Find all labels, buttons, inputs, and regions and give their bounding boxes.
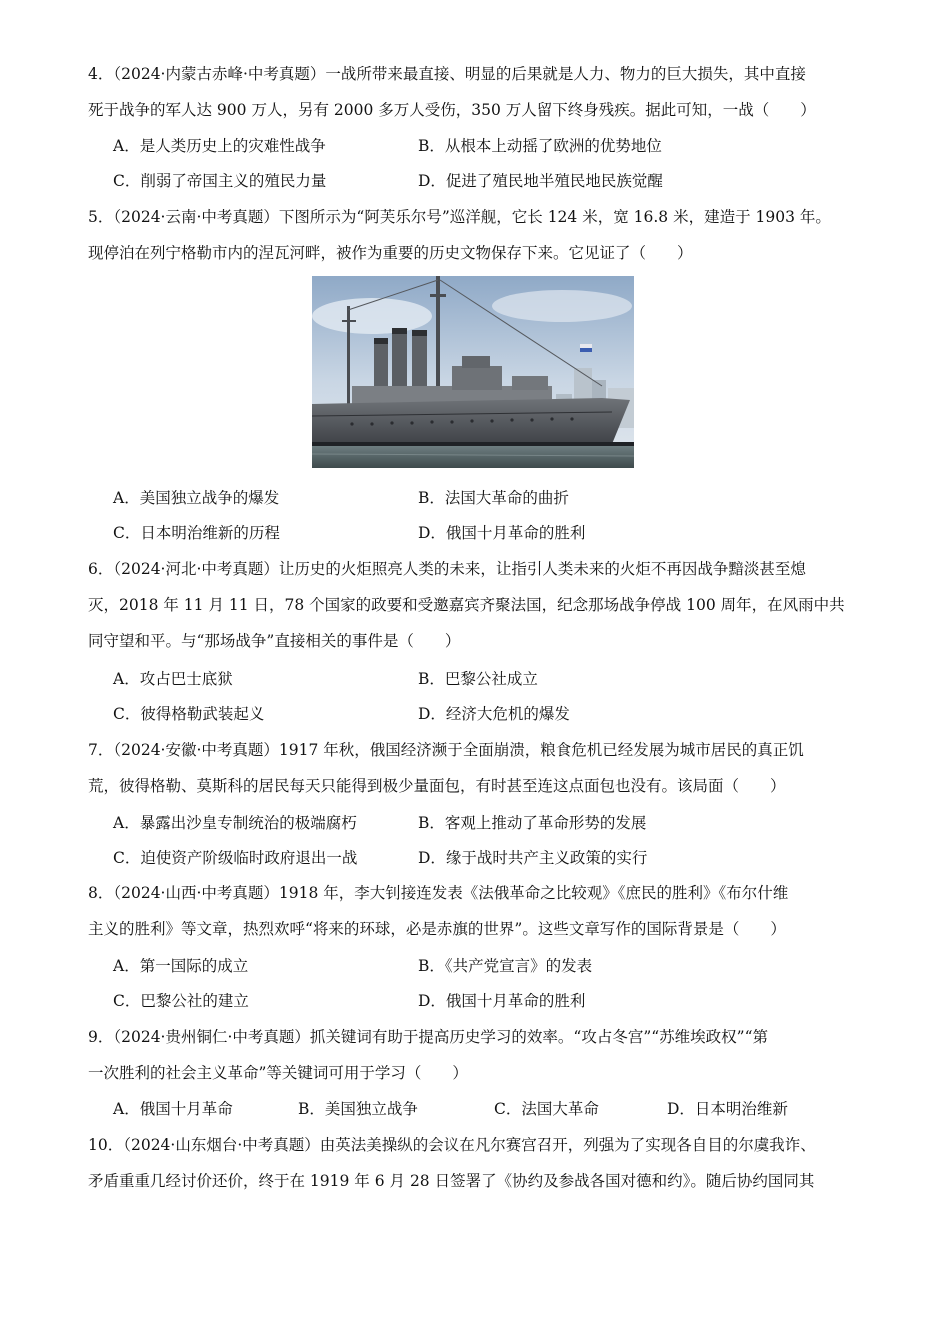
q6-option-a: A．攻占巴士底狱 <box>113 670 233 688</box>
q7-stem-line-1: 7．（2024·安徽·中考真题）1917 年秋，俄国经济濒于全面崩溃，粮食危机已经发展为城市居民的真正饥 <box>88 741 804 759</box>
q9-option-d: D．日本明治维新 <box>667 1100 788 1118</box>
q8-option-c: C．巴黎公社的建立 <box>113 992 249 1010</box>
q5-stem-line-2: 现停泊在列宁格勒市内的涅瓦河畔，被作为重要的历史文物保存下来。它见证了（ ） <box>88 244 693 262</box>
q7-stem-line-2: 荒，彼得格勒、莫斯科的居民每天只能得到极少量面包，有时甚至连这点面包也没有。该局面（ ） <box>88 777 786 795</box>
q10-stem-line-1: 10．（2024·山东烟台·中考真题）由英法美操纵的会议在凡尔赛宫召开，列强为了实现各自目的尔虞我诈、 <box>88 1136 816 1154</box>
q4-option-d: D．促进了殖民地半殖民地民族觉醒 <box>418 172 663 190</box>
q9-option-b: B．美国独立战争 <box>298 1100 418 1118</box>
q6-stem-line-1: 6．（2024·河北·中考真题）让历史的火炬照亮人类的未来，让指引人类未来的火炬不再因战争黯淡甚至熄 <box>88 560 806 578</box>
q6-stem-line-2: 灭，2018 年 11 月 11 日，78 个国家的政要和受邀嘉宾齐聚法国，纪念那场战争停战 100 周年，在风雨中共 <box>88 596 845 614</box>
cruiser-aurora-photo <box>312 276 634 468</box>
q5-option-d: D．俄国十月革命的胜利 <box>418 524 586 542</box>
q8-stem-line-1: 8．（2024·山西·中考真题）1918 年，李大钊接连发表《法俄革命之比较观》《庶民的胜利》《布尔什维 <box>88 884 789 902</box>
q6-option-b: B．巴黎公社成立 <box>418 670 538 688</box>
q7-option-c: C．迫使资产阶级临时政府退出一战 <box>113 849 358 867</box>
q4-option-a: A．是人类历史上的灾难性战争 <box>113 137 326 155</box>
q9-option-a: A．俄国十月革命 <box>113 1100 233 1118</box>
q4-stem-line-2: 死于战争的军人达 900 万人，另有 2000 多万人受伤，350 万人留下终身残疾。据此可知，一战（ ） <box>88 101 816 119</box>
q7-option-d: D．缘于战时共产主义政策的实行 <box>418 849 648 867</box>
q7-option-a: A．暴露出沙皇专制统治的极端腐朽 <box>113 814 357 832</box>
q8-stem-line-2: 主义的胜利》等文章，热烈欢呼“将来的环球，必是赤旗的世界”。这些文章写作的国际背景是（ ） <box>88 920 786 938</box>
q8-option-d: D．俄国十月革命的胜利 <box>418 992 586 1010</box>
q7-option-b: B．客观上推动了革命形势的发展 <box>418 814 647 832</box>
q9-option-c: C．法国大革命 <box>494 1100 599 1118</box>
q6-option-c: C．彼得格勒武装起义 <box>113 705 265 723</box>
q5-option-c: C．日本明治维新的历程 <box>113 524 280 542</box>
q4-stem-line-1: 4．（2024·内蒙古赤峰·中考真题）一战所带来最直接、明显的后果就是人力、物力的巨大损失，其中直接 <box>88 65 806 83</box>
q4-option-b: B．从根本上动摇了欧洲的优势地位 <box>418 137 662 155</box>
q8-option-a: A．第一国际的成立 <box>113 957 249 975</box>
q5-option-a: A．美国独立战争的爆发 <box>113 489 280 507</box>
q6-option-d: D．经济大危机的爆发 <box>418 705 570 723</box>
q5-stem-line-1: 5．（2024·云南·中考真题）下图所示为“阿芙乐尔号”巡洋舰，它长 124 米，宽 16.8 米，建造于 1903 年。 <box>88 208 831 226</box>
q6-stem-line-3: 同守望和平。与“那场战争”直接相关的事件是（ ） <box>88 632 461 650</box>
q8-option-b: B．《共产党宣言》的发表 <box>418 957 593 975</box>
q9-stem-line-2: 一次胜利的社会主义革命”等关键词可用于学习（ ） <box>88 1064 468 1082</box>
q9-stem-line-1: 9．（2024·贵州铜仁·中考真题）抓关键词有助于提高历史学习的效率。“攻占冬宫”“苏维埃政权”“第 <box>88 1028 769 1046</box>
q10-stem-line-2: 矛盾重重几经讨价还价，终于在 1919 年 6 月 28 日签署了《协约及参战各国对德和约》。随后协约国同其 <box>88 1172 815 1190</box>
q4-option-c: C．削弱了帝国主义的殖民力量 <box>113 172 327 190</box>
q5-option-b: B．法国大革命的曲折 <box>418 489 569 507</box>
